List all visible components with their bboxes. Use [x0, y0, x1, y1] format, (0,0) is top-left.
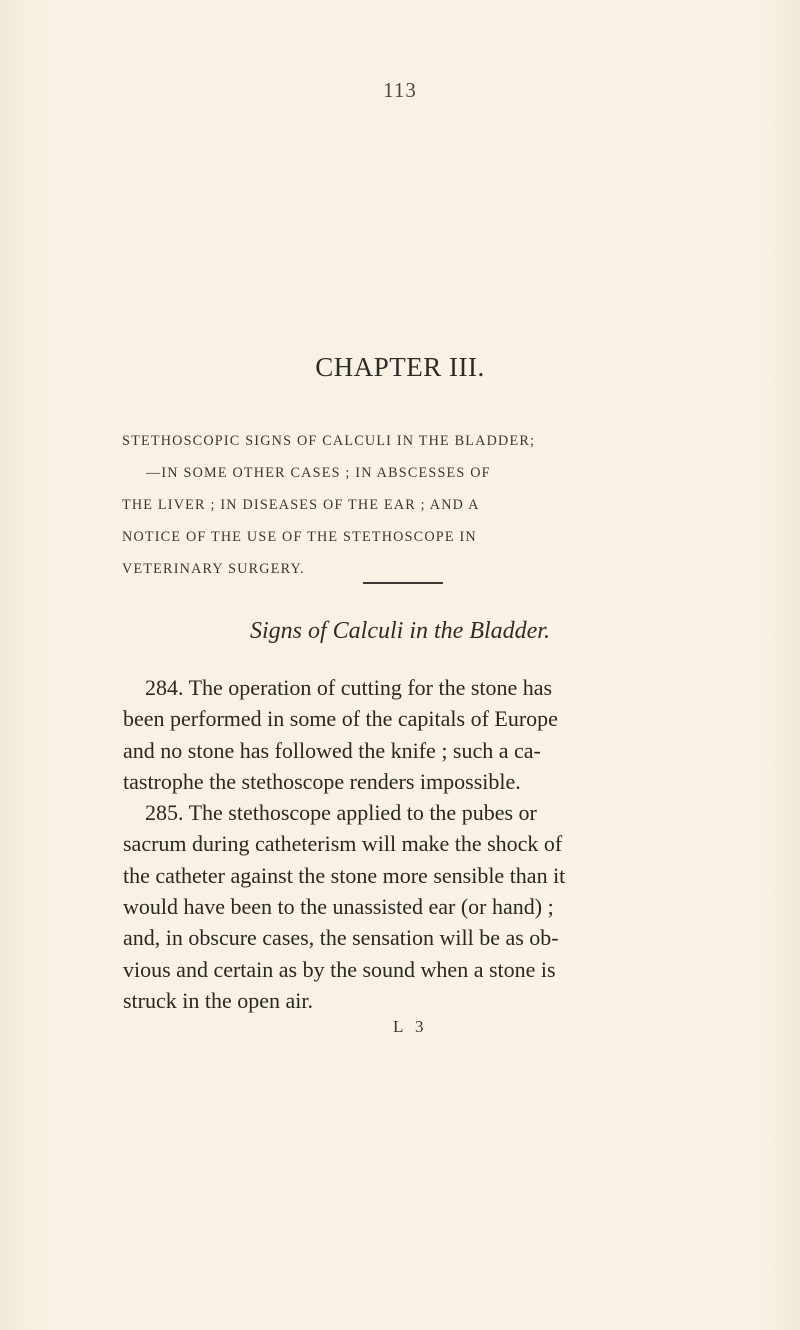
paragraph-285-line: the catheter against the stone more sensible than it — [123, 862, 566, 888]
paragraph-285-line: sacrum during catheterism will make the shock of — [123, 831, 563, 857]
section-divider — [363, 582, 443, 584]
chapter-summary-line: —IN SOME OTHER CASES ; IN ABSCESSES OF — [146, 465, 491, 481]
paragraph-284-line: 284. The operation of cutting for the stone has — [145, 675, 553, 700]
chapter-summary — [122, 425, 682, 585]
chapter-title: CHAPTER III. — [315, 352, 485, 382]
body-text — [123, 672, 685, 1016]
page-number: 113 — [383, 78, 417, 102]
paragraph-284-line: been performed in some of the capitals of Europe — [123, 706, 558, 732]
chapter-summary-line: THE LIVER ; IN DISEASES OF THE EAR ; AND A — [122, 497, 480, 513]
paragraph-285-line: would have been to the unassisted ear (or hand) ; — [123, 894, 554, 920]
chapter-summary-line: VETERINARY SURGERY. — [122, 561, 305, 577]
chapter-summary-line: NOTICE OF THE USE OF THE STETHOSCOPE IN — [122, 529, 477, 545]
section-heading: Signs of Calculi in the Bladder. — [250, 618, 550, 644]
paragraph-284-line: and no stone has followed the knife ; such a ca- — [123, 737, 541, 763]
paragraph-284-line: tastrophe the stethoscope renders impossible. — [123, 768, 521, 794]
paragraph-285-line: vious and certain as by the sound when a stone is — [123, 956, 556, 982]
paragraph-285-line: and, in obscure cases, the sensation will be as ob- — [123, 925, 559, 951]
signature-mark: L 3 — [393, 1017, 428, 1036]
paragraph-285-line: 285. The stethoscope applied to the pubes or — [145, 800, 537, 826]
paragraph-285-line: struck in the open air. — [123, 987, 314, 1013]
chapter-summary-line: STETHOSCOPIC SIGNS OF CALCULI IN THE BLADDER; — [122, 433, 536, 449]
